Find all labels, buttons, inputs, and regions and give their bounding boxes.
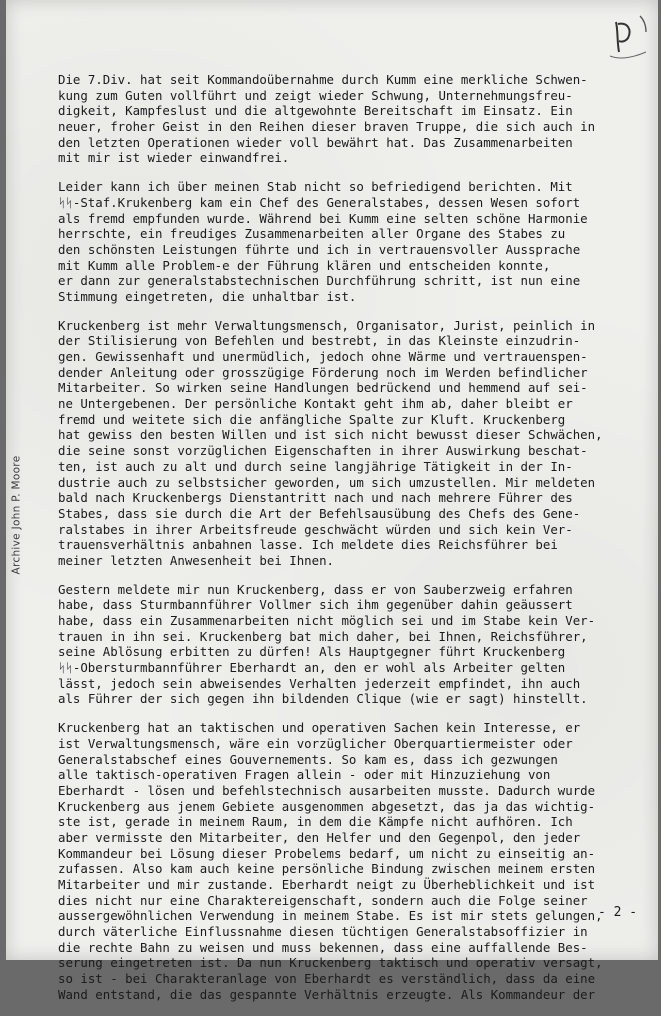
text-line: Mitarbeiter. So wirken seine Handlungen bedrückend und hemmend auf sei- [58, 380, 588, 396]
text-line: lässt, jedoch sein abweisendes Verhalten jederzeit empfindet, ihn auch [58, 675, 581, 691]
page-number: - 2 - [598, 905, 638, 920]
text-line: der Stilisierung von Befehlen und bestrebt, in das Kleinste einzudrin- [58, 333, 581, 349]
text-line: als Führer der sich gegen ihn bildenden Clique (wie er sagt) hinstellt. [58, 691, 588, 707]
text-line: seine Ablösung erbitten zu dürfen! Als Hauptgegner führt Kruckenberg [58, 644, 566, 660]
text-line: mit Kumm alle Problem-e der Führung klären und entscheiden konnte, [58, 257, 551, 273]
text-line: den schönsten Leistungen führte und ich in vertrauensvoller Aussprache [58, 241, 581, 257]
text-line: herrschte, ein freudiges Zusammenarbeiten aller Organe des Stabes zu [58, 226, 566, 242]
text-line: Stabes, dass sie durch die Art der Befehlsausübung des Chefs des Gene- [58, 505, 581, 521]
text-line: meiner letzten Anwesenheit bei Ihnen. [58, 552, 335, 568]
text-line: ten, ist auch zu alt und durch seine langjährige Tätigkeit in der In- [58, 458, 573, 474]
text-line: Eberhardt - lösen und befehlstechnisch ausarbeiten musste. Dadurch wurde [58, 782, 596, 798]
paragraph [58, 720, 658, 1002]
text-line: ist Verwaltungsmensch, wäre ein vorzüglicher Oberquartiermeister oder [58, 735, 573, 751]
text-line: hat gewiss den besten Willen und ist sich nicht bewusst dieser Schwächen, [58, 427, 603, 443]
text-line: Kruckenberg aus jenem Gebiete ausgenommen abgesetzt, das ja das wichtig- [58, 798, 596, 814]
text-line: trauen in ihn sei. Kruckenberg bat mich daher, bei Ihnen, Reichsführer, [58, 628, 588, 644]
text-line: aussergewöhnlichen Verwendung in meinem Stabe. Es ist mir stets gelungen, [58, 908, 603, 924]
text-line: ste ist, gerade in meinem Raum, in dem die Kämpfe nicht aufhören. Ich [58, 814, 573, 830]
text-line: als fremd empfunden wurde. Während bei Kumm eine selten schöne Harmonie [58, 210, 588, 226]
text-line: Mitarbeiter und mir zustande. Eberhardt neigt zu Überheblichkeit und ist [58, 877, 596, 892]
text-line: dies nicht nur eine Charaktereigenschaft, sondern auch die Folge seiner [58, 892, 588, 908]
text-line: durch väterliche Einflussnahme diesen tüchtigen Generalstabsoffizier in [58, 924, 588, 940]
text-line: Stimmung eingetreten, die unhaltbar ist. [58, 288, 357, 304]
text-line: Leider kann ich über meinen Stab nicht so befriedigend berichten. Mit [58, 179, 573, 195]
paragraph [58, 179, 658, 305]
text-line: Kommandeur bei Lösung dieser Probelems bedarf, um nicht zu einseitig an- [58, 845, 596, 861]
letter-body [58, 72, 658, 1016]
text-line: kung zum Guten vollführt und zeigt wieder Schwung, Unternehmungsfreu- [58, 87, 573, 103]
text-line: ne Untergebenen. Der persönliche Kontakt geht ihm ab, daher bleibt er [58, 396, 573, 412]
text-line: habe, dass ein Zusammenarbeiten nicht möglich sei und im Stabe kein Ver- [58, 613, 596, 628]
text-line: mit mir ist wieder einwandfrei. [58, 150, 290, 166]
text-line: Kruckenberg ist mehr Verwaltungsmensch, Organisator, Jurist, peinlich in [58, 317, 596, 333]
text-line: Kruckenberg hat an taktischen und operativen Sachen kein Interesse, er [58, 720, 581, 736]
text-line: dender Anleitung oder grosszügige Förderung noch im Werden befindlicher [58, 364, 588, 380]
handwritten-mark-icon [602, 12, 654, 64]
paragraph [58, 72, 658, 166]
archive-stamp [6, 420, 26, 610]
text-line: trauensverhältnis anbahnen lasse. Ich meldete dies Reichsführer bei [58, 537, 558, 553]
archive-label: Archive John P. Moore [10, 455, 23, 575]
text-line: serung eingetreten ist. Da nun Kruckenberg taktisch und operativ versagt, [58, 955, 603, 971]
text-line: zufassen. Also kam auch keine persönliche Bindung zwischen meinem ersten [58, 861, 596, 877]
text-line: Gestern meldete mir nun Kruckenberg, dass er von Sauberzweig erfahren [58, 581, 573, 597]
text-line: fremd und weitete sich die anfängliche Spalte zur Kluft. Kruckenberg [58, 411, 566, 427]
text-line: ralstabes in ihrer Arbeitsfreude geschwächt würden und sich kein Ver- [58, 521, 573, 537]
text-line: Die 7.Div. hat seit Kommandoübernahme durch Kumm eine merkliche Schwen- [58, 72, 588, 87]
document-page [6, 0, 658, 1002]
text-line: die seine sonst vorzüglichen Eigenschaften in ihrer Auswirkung beschat- [58, 443, 588, 459]
text-line: Generalstabschef eines Gouvernements. So kam es, dass ich gezwungen [58, 751, 558, 767]
text-line: er dann zur generalstabstechnischen Durchführung schritt, ist nun eine [58, 273, 581, 289]
text-line: Wand entstand, die das gespannte Verhältnis erzeugte. Als Kommandeur der [58, 986, 596, 1002]
text-line: digkeit, Kampfeslust und die altgewohnte Bereitschaft im Einsatz. Ein [58, 103, 573, 119]
text-line: neuer, froher Geist in den Reihen dieser braven Truppe, die sich auch in [58, 119, 596, 135]
paragraph [58, 318, 658, 569]
text-line: ᛋᛋ-Obersturmbannführer Eberhardt an, den er wohl als Arbeiter gelten [58, 660, 566, 676]
text-line: alle taktisch-operativen Fragen allein - oder mit Hinzuziehung von [58, 767, 551, 783]
paragraph [58, 582, 658, 708]
text-line: gen. Gewissenhaft und unermüdlich, jedoch ohne Wärme und vertrauenspen- [58, 349, 588, 364]
text-line: so ist - bei Charakteranlage von Eberhardt es verständlich, dass da eine [58, 971, 596, 987]
text-line: bald nach Kruckenbergs Dienstantritt nach und nach mehrere Führer des [58, 490, 573, 506]
text-line: habe, dass Sturmbannführer Vollmer sich ihm gegenüber dahin geäussert [58, 597, 573, 613]
text-line: dustrie auch zu selbstsicher geworden, um sich umzustellen. Mir meldeten [58, 474, 596, 490]
text-line: ᛋᛋ-Staf.Krukenberg kam ein Chef des Generalstabes, dessen Wesen sofort [58, 194, 581, 210]
text-line: aber vermisste den Mitarbeiter, den Helfer und den Gegenpol, den jeder [58, 829, 581, 845]
text-line: den letzten Operationen wieder voll bewährt hat. Das Zusammenarbeiten [58, 134, 573, 150]
text-line: die rechte Bahn zu weisen und muss bekennen, dass eine auffallende Bes- [58, 939, 588, 955]
